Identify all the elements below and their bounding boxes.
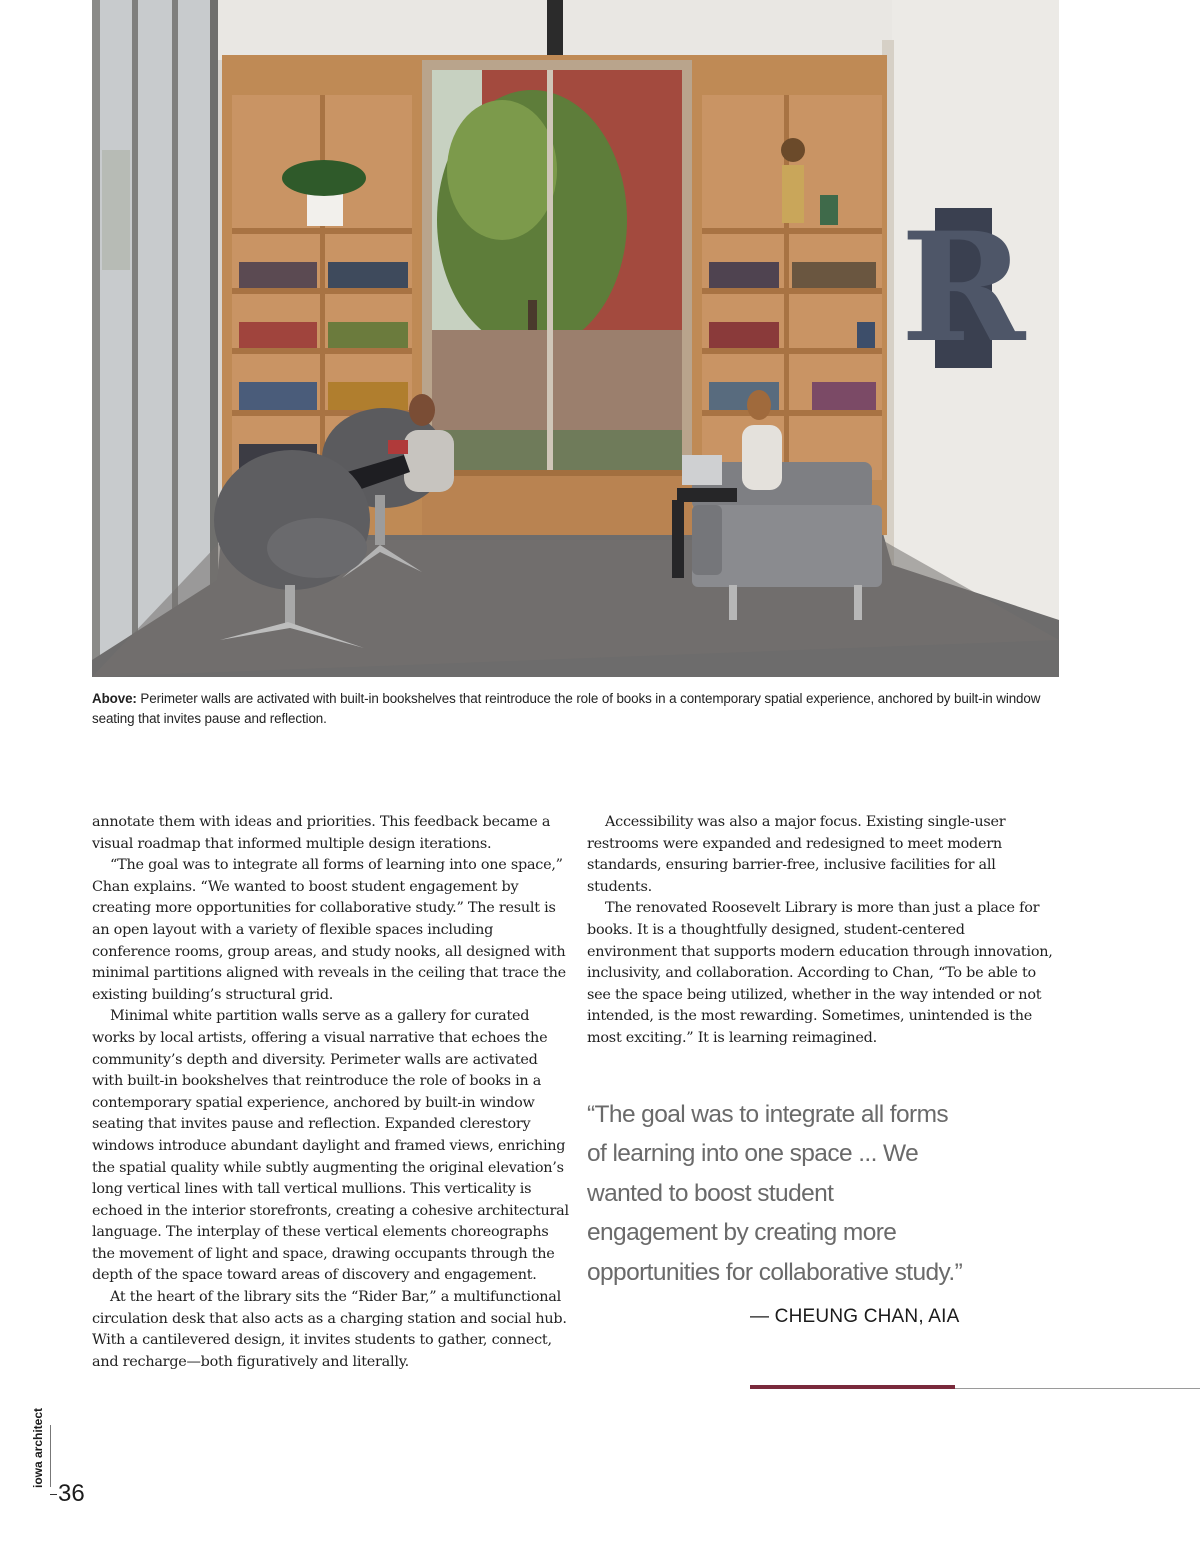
- article-paragraph: “The goal was to integrate all forms of learning into one space,” Chan explains. “We wanted to boost student engagement by creating more opportunities for collaborative study.” The result is an open layout with a variety of flexible spaces including conference rooms, group areas, and study nooks, all designed with minimal partitions aligned with reveals in the ceiling that trace the existing building’s structural grid.: [92, 857, 566, 1003]
- article-paragraph: The renovated Roosevelt Library is more than just a place for books. It is a thoughtfully designed, student-centered environment that supports modern education through innovation, inclusivity, and collaboration. According to Chan, “To be able to see the space being utilized, whether in the way intended or not intended, is the most rewarding. Sometimes, unintended is the most exciting.” It is learning reimagined.: [587, 900, 1053, 1046]
- wall-letter: R: [900, 200, 1026, 376]
- pull-quote: “The goal was to integrate all forms of learning into one space ... We wanted to boost student engagement by creating more opportunities for collaborative study.”: [587, 1101, 963, 1286]
- folio-rule: [50, 1425, 51, 1487]
- caption-lead: Above:: [92, 691, 137, 706]
- article-paragraph: At the heart of the library sits the “Rider Bar,” a multifunctional circulation desk that also acts as a charging station and social hub. With a cantilevered design, it invites students to gather, connect, and recharge—both figuratively and literally.: [92, 1289, 567, 1370]
- article-column-right: [587, 812, 1057, 1050]
- accent-rule: [750, 1385, 955, 1389]
- publication-name: iowa architect: [31, 1407, 45, 1488]
- page-number: 36: [58, 1480, 85, 1507]
- folio-tick: [50, 1494, 57, 1495]
- article-paragraph: Minimal white partition walls serve as a gallery for curated works by local artists, offering a visual narrative that echoes the community’s depth and diversity. Perimeter walls are activated with built-in bookshelves that reintroduce the role of books in a contemporary spatial experience, anchored by built-in window seating that invites pause and reflection. Expanded clerestory windows introduce abundant daylight and framed views, enriching the spatial quality while subtly augmenting the original elevation’s long vertical lines with tall vertical mullions. This verticality is echoed in the interior storefronts, creating a cohesive architectural language. The interplay of these vertical elements choreographs the movement of light and space, drawing occupants through the depth of the space toward areas of discovery and engagement.: [92, 1008, 569, 1284]
- library-photo: [92, 0, 1059, 677]
- article-paragraph: Accessibility was also a major focus. Existing single-user restrooms were expanded and redesigned to meet modern standards, ensuring barrier-free, inclusive facilities for all students.: [587, 814, 1006, 895]
- caption-text: Perimeter walls are activated with built-in bookshelves that reintroduce the role of books in a contemporary spatial experience, anchored by built-in window seating that invites pause and reflection.: [92, 691, 1041, 726]
- article-paragraph: annotate them with ideas and priorities. This feedback became a visual roadmap that informed multiple design iterations.: [92, 814, 551, 852]
- article-column-left: [92, 812, 570, 1373]
- photo-caption: [92, 689, 1042, 729]
- pull-quote-attribution: — CHEUNG CHAN, AIA: [750, 1306, 960, 1327]
- divider-rule: [955, 1388, 1200, 1389]
